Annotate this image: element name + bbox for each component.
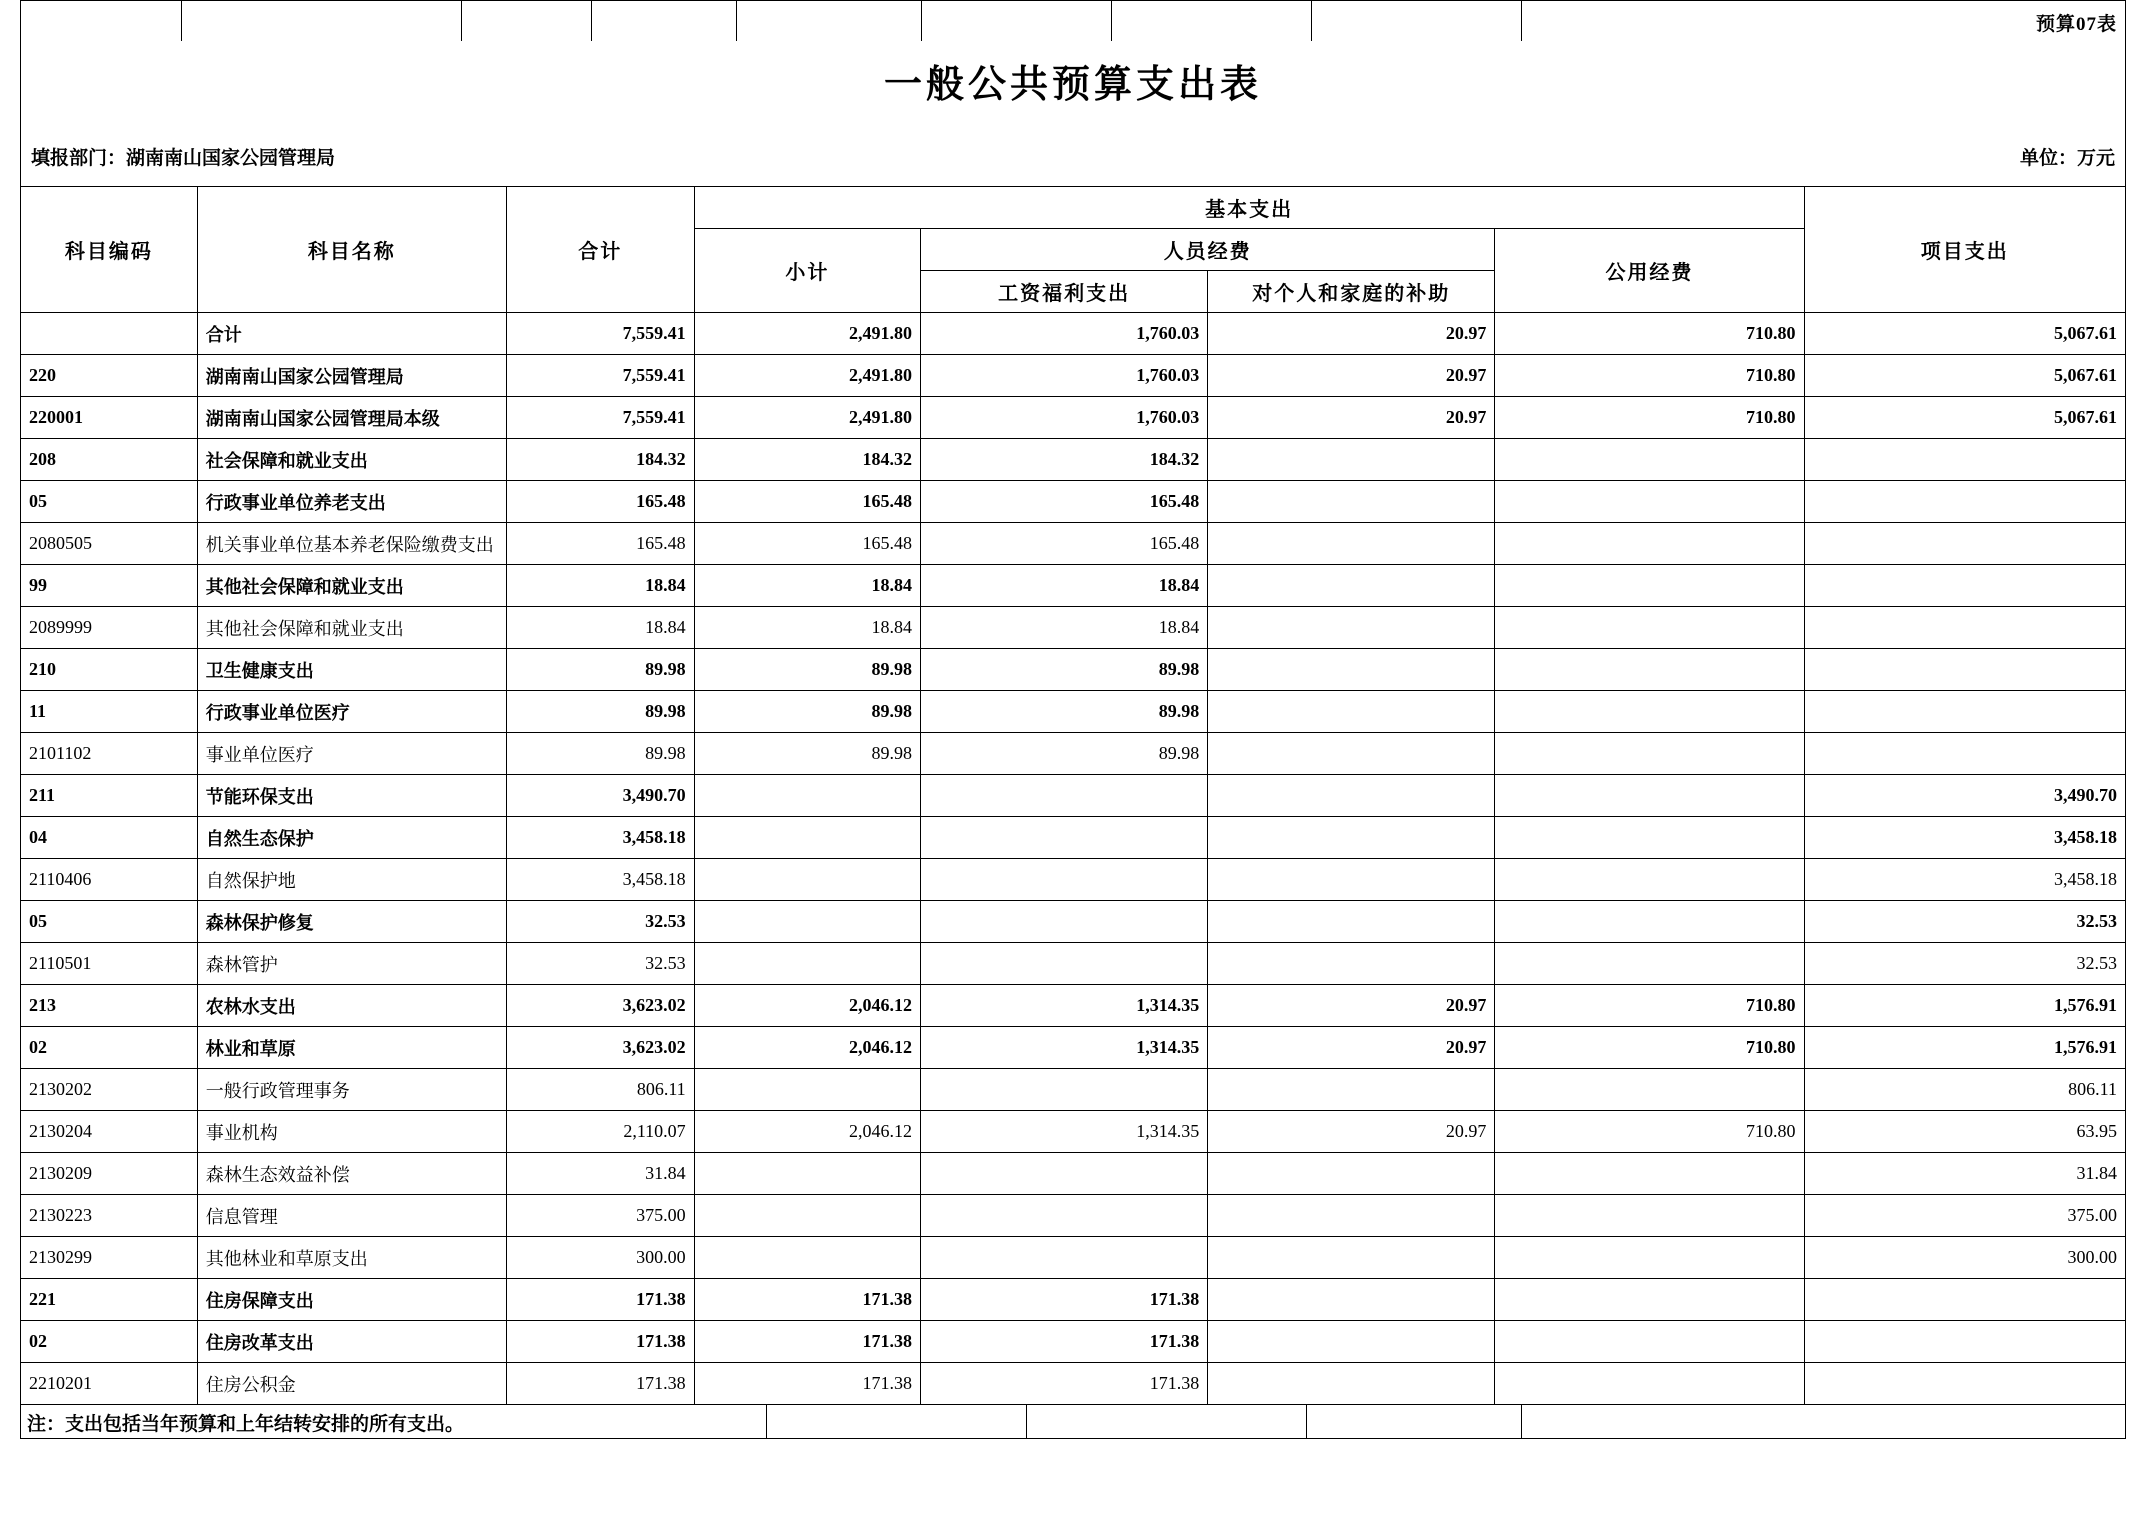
table-row [21,397,2126,439]
cell-subject-code: 05 [21,901,198,943]
cell-public-funds [1495,607,1804,649]
cell-salary-welfare [921,901,1208,943]
cell-subsidy-individual [1208,1321,1495,1363]
cell-total: 32.53 [506,943,694,985]
table-row [21,355,2126,397]
cell-subject-name: 事业单位医疗 [197,733,506,775]
cell-public-funds [1495,859,1804,901]
cell-subject-code [21,313,198,355]
cell-subsidy-individual [1208,1237,1495,1279]
cell-total: 7,559.41 [506,355,694,397]
cell-project: 1,576.91 [1804,985,2125,1027]
table-body [21,313,2126,1405]
cell-subject-code: 210 [21,649,198,691]
cell-project [1804,1363,2125,1405]
cell-salary-welfare: 89.98 [921,649,1208,691]
cell-subject-code: 2110406 [21,859,198,901]
cell-salary-welfare: 1,314.35 [921,985,1208,1027]
cell-project [1804,1279,2125,1321]
table-row [21,1069,2126,1111]
cell-project: 32.53 [1804,901,2125,943]
meta-row [21,143,2125,187]
budget-table [20,186,2126,1405]
cell-basic-subtotal: 165.48 [694,481,920,523]
col-header-code: 科目编码 [21,187,198,313]
cell-project [1804,565,2125,607]
cell-project: 32.53 [1804,943,2125,985]
cell-basic-subtotal: 2,491.80 [694,355,920,397]
cell-subject-name: 其他社会保障和就业支出 [197,607,506,649]
table-row [21,775,2126,817]
cell-subject-code: 220001 [21,397,198,439]
cell-subsidy-individual [1208,817,1495,859]
cell-basic-subtotal: 2,046.12 [694,1111,920,1153]
cell-subject-code: 2110501 [21,943,198,985]
table-head [21,187,2126,313]
table-row [21,1321,2126,1363]
cell-public-funds [1495,439,1804,481]
cell-subsidy-individual [1208,439,1495,481]
cell-basic-subtotal [694,1153,920,1195]
cell-public-funds [1495,1069,1804,1111]
cell-subject-code: 11 [21,691,198,733]
cell-public-funds: 710.80 [1495,1027,1804,1069]
cell-project: 300.00 [1804,1237,2125,1279]
table-row [21,817,2126,859]
grid-line [1311,1,1312,41]
cell-project: 31.84 [1804,1153,2125,1195]
grid-line [591,1,592,41]
cell-subsidy-individual: 20.97 [1208,1027,1495,1069]
cell-public-funds [1495,649,1804,691]
cell-subsidy-individual [1208,565,1495,607]
cell-subject-name: 住房公积金 [197,1363,506,1405]
cell-subsidy-individual [1208,901,1495,943]
cell-basic-subtotal: 2,046.12 [694,1027,920,1069]
page-title: 一般公共预算支出表 [883,64,1262,106]
cell-salary-welfare [921,817,1208,859]
cell-salary-welfare: 1,314.35 [921,1111,1208,1153]
cell-subsidy-individual [1208,775,1495,817]
cell-public-funds [1495,1195,1804,1237]
cell-project: 3,458.18 [1804,817,2125,859]
cell-salary-welfare: 171.38 [921,1363,1208,1405]
cell-salary-welfare: 1,314.35 [921,1027,1208,1069]
cell-basic-subtotal: 18.84 [694,607,920,649]
cell-subject-code: 208 [21,439,198,481]
cell-subject-name: 其他社会保障和就业支出 [197,565,506,607]
grid-line [461,1,462,41]
grid-line [1026,1405,1027,1439]
cell-salary-welfare: 165.48 [921,481,1208,523]
table-row [21,1153,2126,1195]
cell-total: 300.00 [506,1237,694,1279]
cell-project: 806.11 [1804,1069,2125,1111]
cell-subsidy-individual: 20.97 [1208,985,1495,1027]
cell-basic-subtotal: 2,491.80 [694,313,920,355]
cell-subject-code: 2089999 [21,607,198,649]
cell-subsidy-individual [1208,649,1495,691]
header-row-1 [21,187,2126,229]
cell-public-funds [1495,775,1804,817]
cell-subsidy-individual: 20.97 [1208,313,1495,355]
cell-subject-name: 自然生态保护 [197,817,506,859]
cell-subsidy-individual: 20.97 [1208,397,1495,439]
cell-basic-subtotal [694,1069,920,1111]
col-header-personnel: 人员经费 [921,229,1495,271]
cell-total: 3,623.02 [506,985,694,1027]
cell-subject-name: 森林保护修复 [197,901,506,943]
cell-public-funds [1495,943,1804,985]
cell-project [1804,481,2125,523]
cell-project [1804,523,2125,565]
cell-salary-welfare: 18.84 [921,607,1208,649]
table-row [21,1237,2126,1279]
col-header-name: 科目名称 [197,187,506,313]
cell-total: 7,559.41 [506,397,694,439]
cell-total: 171.38 [506,1279,694,1321]
cell-subject-code: 05 [21,481,198,523]
cell-subject-code: 04 [21,817,198,859]
grid-line [1521,1,1522,41]
cell-project [1804,733,2125,775]
grid-line [1306,1405,1307,1439]
table-row [21,649,2126,691]
cell-total: 3,490.70 [506,775,694,817]
table-row [21,859,2126,901]
cell-project: 5,067.61 [1804,313,2125,355]
cell-salary-welfare: 18.84 [921,565,1208,607]
cell-salary-welfare [921,1069,1208,1111]
cell-public-funds: 710.80 [1495,397,1804,439]
cell-total: 32.53 [506,901,694,943]
cell-basic-subtotal: 18.84 [694,565,920,607]
grid-line [766,1405,767,1439]
col-header-subtotal: 小计 [694,229,920,313]
table-row [21,1363,2126,1405]
cell-basic-subtotal: 2,491.80 [694,397,920,439]
cell-total: 165.48 [506,523,694,565]
cell-total: 375.00 [506,1195,694,1237]
cell-basic-subtotal: 171.38 [694,1321,920,1363]
cell-public-funds [1495,565,1804,607]
table-row [21,1027,2126,1069]
table-row [21,1279,2126,1321]
col-header-public-funds: 公用经费 [1495,229,1804,313]
cell-subject-name: 行政事业单位医疗 [197,691,506,733]
col-header-basic: 基本支出 [694,187,1804,229]
cell-subject-code: 2130209 [21,1153,198,1195]
cell-total: 7,559.41 [506,313,694,355]
cell-salary-welfare: 184.32 [921,439,1208,481]
cell-total: 3,623.02 [506,1027,694,1069]
sheet-header-strip [20,0,2126,186]
cell-subject-name: 森林管护 [197,943,506,985]
table-row [21,607,2126,649]
cell-subsidy-individual [1208,1363,1495,1405]
cell-basic-subtotal [694,943,920,985]
cell-public-funds: 710.80 [1495,985,1804,1027]
table-row [21,439,2126,481]
cell-salary-welfare [921,1195,1208,1237]
cell-subsidy-individual [1208,733,1495,775]
cell-salary-welfare: 165.48 [921,523,1208,565]
cell-subsidy-individual [1208,859,1495,901]
cell-subsidy-individual [1208,1279,1495,1321]
cell-total: 18.84 [506,565,694,607]
cell-total: 18.84 [506,607,694,649]
cell-project: 5,067.61 [1804,355,2125,397]
table-row [21,985,2126,1027]
cell-project: 375.00 [1804,1195,2125,1237]
cell-subject-code: 2080505 [21,523,198,565]
cell-salary-welfare [921,775,1208,817]
cell-subsidy-individual [1208,691,1495,733]
cell-subject-code: 213 [21,985,198,1027]
cell-total: 31.84 [506,1153,694,1195]
col-header-subsidy-individual: 对个人和家庭的补助 [1208,271,1495,313]
col-header-project: 项目支出 [1804,187,2125,313]
cell-project [1804,607,2125,649]
table-row [21,565,2126,607]
cell-subsidy-individual [1208,523,1495,565]
cell-subject-name: 信息管理 [197,1195,506,1237]
cell-salary-welfare [921,859,1208,901]
cell-project: 63.95 [1804,1111,2125,1153]
cell-salary-welfare: 171.38 [921,1279,1208,1321]
cell-total: 171.38 [506,1321,694,1363]
cell-subsidy-individual [1208,1069,1495,1111]
cell-basic-subtotal: 165.48 [694,523,920,565]
cell-subject-name: 林业和草原 [197,1027,506,1069]
table-row [21,691,2126,733]
cell-salary-welfare: 1,760.03 [921,313,1208,355]
cell-project: 1,576.91 [1804,1027,2125,1069]
cell-subsidy-individual [1208,481,1495,523]
cell-subject-name: 一般行政管理事务 [197,1069,506,1111]
grid-line [1111,1,1112,41]
cell-basic-subtotal: 184.32 [694,439,920,481]
cell-subject-code: 2130299 [21,1237,198,1279]
cell-total: 3,458.18 [506,859,694,901]
cell-subject-name: 森林生态效益补偿 [197,1153,506,1195]
cell-subject-name: 湖南南山国家公园管理局本级 [197,397,506,439]
unit-label: 单位：万元 [2019,148,2115,169]
table-row [21,1111,2126,1153]
cell-subject-code: 221 [21,1279,198,1321]
cell-basic-subtotal: 89.98 [694,733,920,775]
cell-subject-code: 02 [21,1027,198,1069]
grid-line [736,1,737,41]
cell-subject-name: 社会保障和就业支出 [197,439,506,481]
cell-salary-welfare [921,1153,1208,1195]
cell-public-funds [1495,1363,1804,1405]
cell-subject-name: 机关事业单位基本养老保险缴费支出 [197,523,506,565]
cell-subject-code: 211 [21,775,198,817]
cell-basic-subtotal [694,901,920,943]
cell-salary-welfare: 1,760.03 [921,355,1208,397]
cell-basic-subtotal: 2,046.12 [694,985,920,1027]
cell-subject-name: 湖南南山国家公园管理局 [197,355,506,397]
cell-public-funds [1495,901,1804,943]
cell-public-funds: 710.80 [1495,355,1804,397]
cell-subject-name: 住房改革支出 [197,1321,506,1363]
cell-total: 2,110.07 [506,1111,694,1153]
cell-public-funds [1495,1237,1804,1279]
cell-subject-name: 卫生健康支出 [197,649,506,691]
table-row [21,1195,2126,1237]
cell-basic-subtotal: 89.98 [694,691,920,733]
grid-line [181,1,182,41]
cell-basic-subtotal: 89.98 [694,649,920,691]
cell-subsidy-individual [1208,943,1495,985]
cell-public-funds: 710.80 [1495,1111,1804,1153]
cell-public-funds: 710.80 [1495,313,1804,355]
cell-subject-code: 2130202 [21,1069,198,1111]
grid-line [921,1,922,41]
cell-total: 3,458.18 [506,817,694,859]
table-row [21,523,2126,565]
cell-salary-welfare: 171.38 [921,1321,1208,1363]
cell-public-funds [1495,1279,1804,1321]
table-row [21,943,2126,985]
cell-subsidy-individual [1208,1153,1495,1195]
cell-subsidy-individual [1208,607,1495,649]
cell-total: 171.38 [506,1363,694,1405]
cell-subject-code: 2101102 [21,733,198,775]
cell-public-funds [1495,817,1804,859]
table-row [21,481,2126,523]
cell-project [1804,649,2125,691]
cell-subject-code: 220 [21,355,198,397]
cell-basic-subtotal [694,817,920,859]
cell-salary-welfare: 1,760.03 [921,397,1208,439]
cell-subject-code: 2130204 [21,1111,198,1153]
cell-public-funds [1495,481,1804,523]
cell-total: 89.98 [506,649,694,691]
cell-subject-name: 事业机构 [197,1111,506,1153]
cell-public-funds [1495,1153,1804,1195]
cell-project [1804,439,2125,481]
col-header-total: 合计 [506,187,694,313]
cell-salary-welfare [921,1237,1208,1279]
cell-salary-welfare [921,943,1208,985]
cell-public-funds [1495,523,1804,565]
cell-salary-welfare: 89.98 [921,733,1208,775]
cell-total: 89.98 [506,733,694,775]
cell-subject-code: 2130223 [21,1195,198,1237]
cell-subject-code: 2210201 [21,1363,198,1405]
cell-project: 3,490.70 [1804,775,2125,817]
cell-project [1804,1321,2125,1363]
cell-subject-code: 99 [21,565,198,607]
cell-total: 806.11 [506,1069,694,1111]
cell-subject-name: 节能环保支出 [197,775,506,817]
cell-basic-subtotal [694,1195,920,1237]
cell-basic-subtotal [694,1237,920,1279]
cell-subject-name: 住房保障支出 [197,1279,506,1321]
cell-total: 184.32 [506,439,694,481]
cell-subsidy-individual: 20.97 [1208,1111,1495,1153]
cell-public-funds [1495,1321,1804,1363]
cell-basic-subtotal: 171.38 [694,1279,920,1321]
cell-subject-name: 合计 [197,313,506,355]
sheet-tag: 预算07表 [2035,14,2117,35]
table-row [21,733,2126,775]
col-header-salary-welfare: 工资福利支出 [921,271,1208,313]
cell-basic-subtotal [694,859,920,901]
cell-subject-name: 农林水支出 [197,985,506,1027]
table-row [21,313,2126,355]
cell-total: 165.48 [506,481,694,523]
cell-subsidy-individual [1208,1195,1495,1237]
cell-project: 3,458.18 [1804,859,2125,901]
cell-salary-welfare: 89.98 [921,691,1208,733]
cell-subsidy-individual: 20.97 [1208,355,1495,397]
cell-subject-code: 02 [21,1321,198,1363]
cell-basic-subtotal: 171.38 [694,1363,920,1405]
cell-subject-name: 其他林业和草原支出 [197,1237,506,1279]
footer-note: 注：支出包括当年预算和上年结转安排的所有支出。 [27,1414,465,1435]
table-row [21,901,2126,943]
footer-strip [20,1405,2126,1439]
cell-project: 5,067.61 [1804,397,2125,439]
cell-public-funds [1495,733,1804,775]
grid-line [1521,1405,1522,1439]
cell-project [1804,691,2125,733]
cell-total: 89.98 [506,691,694,733]
cell-subject-name: 自然保护地 [197,859,506,901]
cell-subject-name: 行政事业单位养老支出 [197,481,506,523]
cell-public-funds [1495,691,1804,733]
cell-basic-subtotal [694,775,920,817]
department-label: 填报部门：湖南南山国家公园管理局 [31,148,336,169]
